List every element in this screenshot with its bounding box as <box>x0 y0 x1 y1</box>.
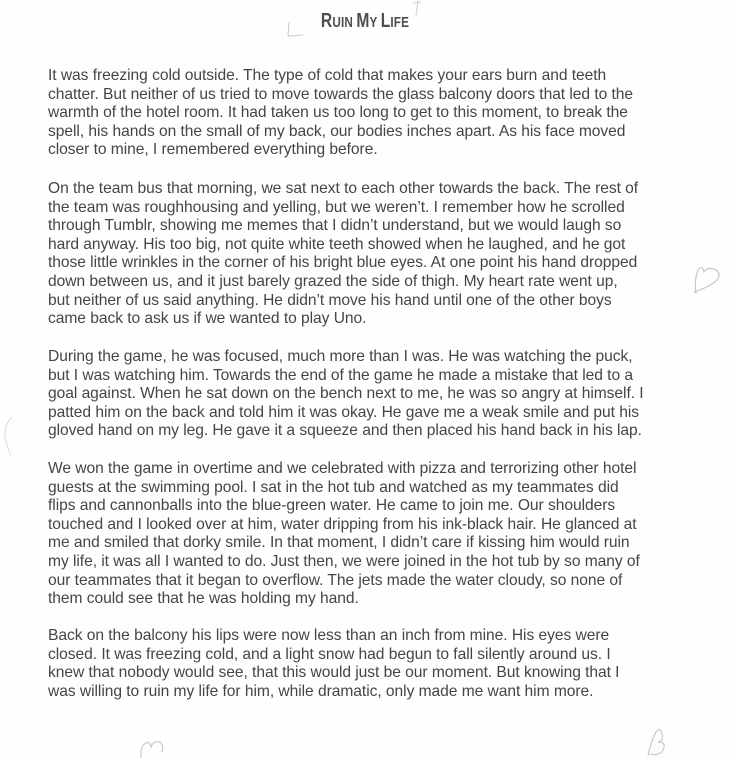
text-line: It was freezing cold outside. The type of cold that makes your ears burn and teeth <box>48 67 607 84</box>
text-line: me and smiled that dorky smile. In that moment, I didn’t care if kissing him would ruin <box>48 534 630 552</box>
text-line: them could see that he was holding my hand. <box>48 590 359 608</box>
text-line: chatter. But neither of us tried to move towards the glass balcony doors that led to the <box>48 85 634 103</box>
text-line: guests at the swimming pool. I sat in the hot tub and watched as my teammates did <box>48 478 619 496</box>
pencil-mark-icon <box>285 20 315 42</box>
text-line: but neither of us said anything. He didn’t move his hand until one of the other boys <box>48 291 612 309</box>
pencil-mark-icon <box>412 0 432 20</box>
text-line: goal against. When he sat down on the bench next to me, he was so angry at himself. I <box>48 385 644 403</box>
text-line: flips and cannonballs into the blue-green water. He came to join me. Our shoulders <box>48 497 616 515</box>
document-title <box>80 10 649 33</box>
text-line: Back on the balcony his lips were now less than an inch from mine. His eyes were <box>48 627 610 644</box>
text-line: down between us, and it just barely grazed the side of thigh. My heart rate went up, <box>48 272 618 290</box>
text-line: but I was watching him. Towards the end of the game he made a mistake that led to a <box>48 366 633 384</box>
text-line: touched and I looked over at him, water dripping from his ink-black hair. He glanced at <box>48 515 637 533</box>
text-line: came back to ask us if we wanted to play Uno. <box>48 310 367 328</box>
title-char: R <box>320 10 333 32</box>
heart-doodle-icon <box>138 738 168 758</box>
heart-doodle-icon <box>642 726 672 758</box>
text-line: our teammates that it began to overflow. The jets made the water cloudy, so none of <box>48 571 623 589</box>
text-line: hard anyway. His too big, not quite white teeth showed when he laughed, and he got <box>48 235 626 253</box>
text-line: During the game, he was focused, much more than I was. He was watching the puck, <box>48 348 633 365</box>
text-line: was willing to ruin my life for him, while dramatic, only made me want him more. <box>48 682 594 700</box>
text-line: On the team bus that morning, we sat next to each other towards the back. The rest of <box>48 180 639 197</box>
text-line: knew that nobody would see, that this would just be our moment. But knowing that I <box>48 664 620 682</box>
text-line: spell, his hands on the small of my back, our bodies inches apart. As his face moved <box>48 122 626 140</box>
paragraph <box>48 348 728 441</box>
text-line: closed. It was freezing cold, and a light snow had begun to fall silently around us. I <box>48 645 611 663</box>
text-line: through Tumblr, showing me memes that I didn’t understand, but we would laugh so <box>48 217 622 235</box>
paragraph <box>48 627 728 701</box>
paragraph <box>48 67 728 160</box>
text-line: those little wrinkles in the corner of his bright blue eyes. At one point his hand dropped <box>48 254 638 272</box>
title-char: Y <box>369 14 381 31</box>
paragraph <box>48 180 728 329</box>
title-char: IFE <box>390 14 410 31</box>
text-line: my life, it was all I wanted to do. Just then, we were joined in the hot tub by so many of <box>48 552 640 570</box>
text-line: the team was roughhousing and yelling, but we weren’t. I remember how he scrolled <box>48 198 625 216</box>
paragraph <box>48 460 728 609</box>
text-line: patted him on the back and told him it was okay. He gave me a weak smile and put his <box>48 403 639 421</box>
heart-doodle-icon <box>2 415 16 457</box>
text-line: gloved hand on my leg. He gave it a squeeze and then placed his hand back in his lap. <box>48 422 642 440</box>
text-line: We won the game in overtime and we celebrated with pizza and terrorizing other hotel <box>48 460 637 477</box>
title-char: L <box>380 10 391 32</box>
text-line: warmth of the hotel room. It had taken us too long to get to this moment, to break the <box>48 104 628 122</box>
title-char: UIN <box>332 14 357 31</box>
heart-doodle-icon <box>690 262 726 296</box>
title-char: M <box>356 10 370 32</box>
text-line: closer to mine, I remembered everything before. <box>48 141 378 159</box>
